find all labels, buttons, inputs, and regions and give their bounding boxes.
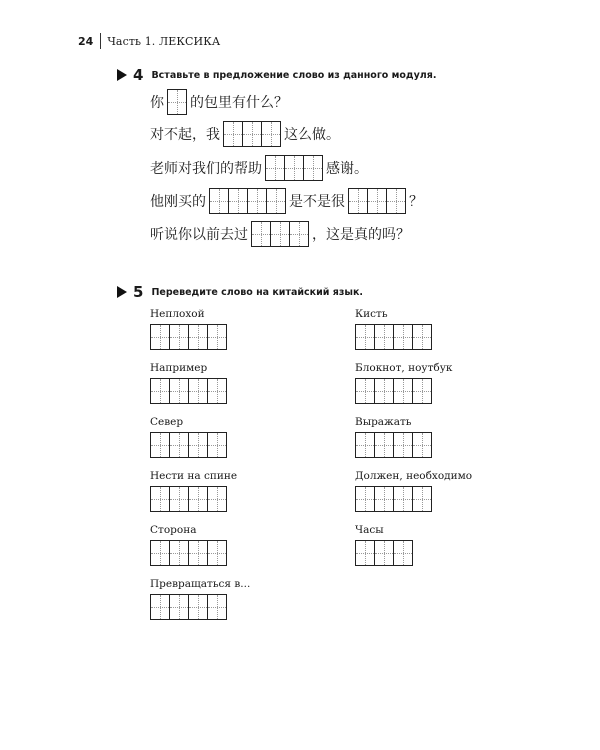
answer-grid[interactable] <box>150 594 227 620</box>
word-item <box>150 308 227 352</box>
header-divider <box>100 33 101 49</box>
exercise-instruction: Вставьте в предложение слово из данного модуля. <box>151 69 437 81</box>
page-header <box>78 33 220 49</box>
answer-grid[interactable] <box>348 188 406 214</box>
sentence-text: 的包里有什么？ <box>190 95 288 111</box>
answer-grid[interactable] <box>150 432 227 458</box>
answer-grid[interactable] <box>355 432 432 458</box>
sentence-3 <box>150 154 368 182</box>
sentence-text: 你 <box>150 95 164 111</box>
word-item <box>150 470 237 514</box>
triangle-bullet-icon <box>117 69 127 81</box>
word-item <box>150 362 227 406</box>
sentence-text: 对不起，我 <box>150 127 220 143</box>
word-label: Нести на спине <box>150 470 238 482</box>
sentence-text: 这么做。 <box>284 127 340 143</box>
answer-grid[interactable] <box>355 378 432 404</box>
word-item <box>355 362 452 406</box>
answer-grid[interactable] <box>150 378 227 404</box>
sentence-2 <box>150 120 340 148</box>
word-item <box>355 308 432 352</box>
exercise-instruction: Переведите слово на китайский язык. <box>151 286 364 298</box>
word-item <box>355 416 432 460</box>
word-label: Например <box>150 362 208 374</box>
exercise-4-heading <box>117 66 436 84</box>
word-label: Неплохой <box>150 308 205 320</box>
word-label: Блокнот, ноутбук <box>355 362 453 374</box>
word-label: Кисть <box>355 308 388 320</box>
word-label: Сторона <box>150 524 197 536</box>
sentence-text: 他刚买的 <box>150 194 206 210</box>
answer-grid[interactable] <box>355 324 432 350</box>
sentence-1 <box>150 88 288 116</box>
answer-grid[interactable] <box>150 540 227 566</box>
word-item <box>150 578 250 622</box>
section-title: Часть 1. ЛЕКСИКА <box>107 34 221 48</box>
exercise-number: 5 <box>133 283 144 301</box>
answer-grid[interactable] <box>265 155 323 181</box>
answer-grid[interactable] <box>355 486 432 512</box>
triangle-bullet-icon <box>117 286 127 298</box>
sentence-text: ？ <box>409 194 423 210</box>
word-label: Часы <box>355 524 384 536</box>
answer-grid[interactable] <box>223 121 281 147</box>
word-label: Выражать <box>355 416 412 428</box>
sentence-text: 老师对我们的帮助 <box>150 161 262 177</box>
sentence-5 <box>150 220 410 248</box>
answer-grid[interactable] <box>150 486 227 512</box>
sentence-text: 是不是很 <box>289 194 345 210</box>
word-item <box>150 524 227 568</box>
page-number: 24 <box>78 34 94 48</box>
exercise-number: 4 <box>133 66 144 84</box>
answer-grid[interactable] <box>355 540 413 566</box>
sentence-4 <box>150 187 423 215</box>
word-label: Должен, необходимо <box>355 470 473 482</box>
word-label: Превращаться в... <box>150 578 251 590</box>
word-item <box>150 416 227 460</box>
exercise-5-heading <box>117 283 363 301</box>
sentence-text: 感谢。 <box>326 161 368 177</box>
word-item <box>355 524 413 568</box>
answer-grid[interactable] <box>150 324 227 350</box>
sentence-text: ，这是真的吗？ <box>312 227 410 243</box>
word-label: Север <box>150 416 184 428</box>
answer-grid[interactable] <box>209 188 286 214</box>
answer-grid[interactable] <box>251 221 309 247</box>
answer-grid[interactable] <box>167 89 187 115</box>
sentence-text: 听说你以前去过 <box>150 227 248 243</box>
word-item <box>355 470 472 514</box>
